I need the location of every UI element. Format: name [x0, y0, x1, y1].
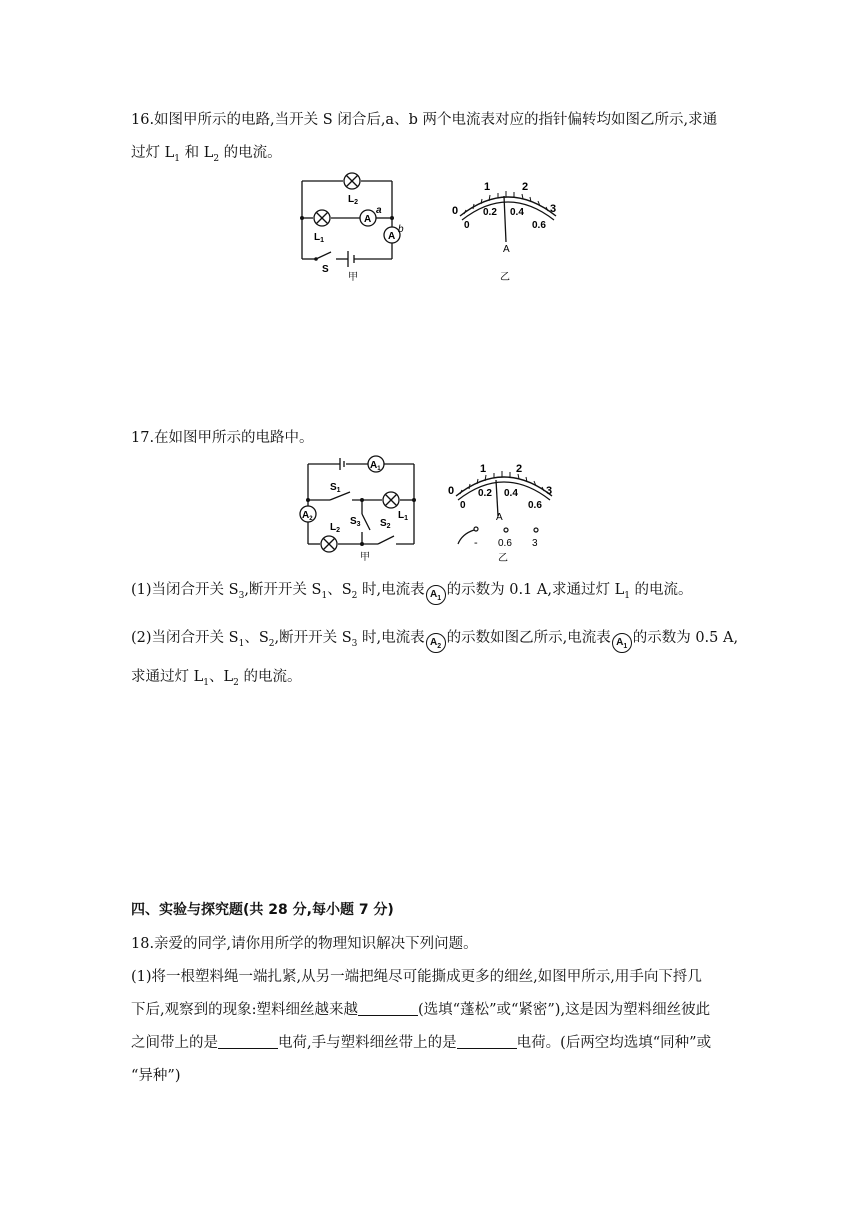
svg-text:L2: $L_2$: [330, 522, 341, 534]
q18-part1-line4: “异种”): [131, 1068, 181, 1084]
svg-text:L1: $L_1$: [398, 510, 409, 522]
meter-a-label: A: [364, 214, 372, 225]
svg-text:1: 1: [480, 463, 487, 475]
q16-ammeter-dial: [448, 176, 568, 288]
q18-part1-line3: 之间带上的是 电荷,手与塑料细丝带上的是 电荷。(后两空均选填“同种”或: [131, 1035, 712, 1051]
answer-blank-1[interactable]: [358, 1001, 418, 1016]
svg-text:0: 0: [452, 205, 459, 217]
ammeter-a2-icon: $A_2$: [426, 633, 446, 653]
svg-text:0.2: 0.2: [478, 488, 492, 499]
ammeter-a1-icon: $A_1$: [426, 585, 446, 605]
svg-text:3: 3: [550, 203, 557, 215]
svg-text:0.6: 0.6: [528, 500, 542, 511]
svg-text:-: -: [474, 537, 478, 549]
svg-text:0: 0: [464, 220, 470, 231]
meter-b-label: A: [388, 231, 396, 242]
svg-text:S2: $S_2$: [380, 518, 391, 530]
q16-line1: 16.如图甲所示的电路,当开关 S 闭合后,a、b 两个电流表对应的指针偏转均如图乙所示,求通: [131, 112, 718, 128]
q17-part2: (2)当闭合开关 $S_1$、$S_2$,断开开关 $S_3$ 时,电流表 $A_2$的示数如图乙所示,电流表 $A_1$的示数为 0.5 A, 求通过灯 $L_1$、$L_2$ 的电流。: [131, 630, 739, 688]
svg-text:L1: $L_1$: [314, 232, 325, 244]
svg-text:2: 2: [522, 181, 529, 193]
svg-text:0: 0: [448, 485, 455, 497]
fig-yi-label-17: 乙: [498, 553, 508, 564]
svg-text:A1: $A_1$: [370, 460, 381, 472]
answer-blank-3[interactable]: [457, 1034, 517, 1049]
q18-text: [131, 928, 751, 1093]
q16-circuit-diagram: [296, 172, 416, 288]
svg-text:A2: $A_2$: [302, 510, 313, 522]
q18-part1-line1: (1)将一根塑料绳一端扎紧,从另一端把绳尽可能撕成更多的细丝,如图甲所示,用手向下捋几: [131, 969, 702, 985]
q17-part1: (1)当闭合开关 $S_3$,断开开关 $S_1$、$S_2$ 时,电流表 $A_1$的示数为 0.1 A,求通过灯 $L_1$ 的电流。: [131, 574, 751, 613]
q17-circuit-diagram: [298, 452, 424, 568]
fig-jia-label-17: 甲: [360, 552, 370, 563]
svg-text:S3: $S_3$: [350, 516, 361, 528]
svg-text:A: A: [496, 512, 503, 523]
svg-text:3: 3: [546, 485, 553, 497]
answer-blank-2[interactable]: [218, 1034, 278, 1049]
fig-yi-label: 乙: [500, 272, 510, 283]
ammeter-a1-icon: $A_1$: [612, 633, 632, 653]
label-b: b: [398, 224, 404, 235]
q16-line2: 过灯 $L_1$ 和 $L_2$ 的电流。: [131, 145, 282, 164]
svg-text:2: 2: [516, 463, 523, 475]
q17-ammeter-dial: [444, 458, 564, 568]
svg-text:0.4: 0.4: [510, 207, 524, 218]
q18-part1-line2: 下后,观察到的现象:塑料细丝越来越 (选填“蓬松”或“紧密”),这是因为塑料细丝彼此: [131, 1002, 711, 1018]
svg-text:3: 3: [532, 538, 538, 549]
q17-intro: 17.在如图甲所示的电路中。: [131, 430, 314, 446]
fig-jia-label: 甲: [348, 272, 358, 283]
svg-text:S1: $S_1$: [330, 482, 341, 494]
svg-text:0.4: 0.4: [504, 488, 518, 499]
svg-text:0.6: 0.6: [532, 220, 546, 231]
q18-intro: 18.亲爱的同学,请你用所学的物理知识解决下列问题。: [131, 936, 478, 952]
svg-text:L2: $L_2$: [348, 194, 359, 206]
section4-heading: 四、实验与探究题(共 28 分,每小题 7 分): [131, 902, 394, 918]
label-s: S: [322, 264, 329, 275]
svg-text:0: 0: [460, 500, 466, 511]
svg-text:A: A: [503, 244, 510, 255]
svg-text:0.6: 0.6: [498, 538, 512, 549]
q16-text: [131, 104, 731, 176]
label-a: a: [376, 205, 382, 216]
svg-text:0.2: 0.2: [483, 207, 497, 218]
svg-text:1: 1: [484, 181, 491, 193]
